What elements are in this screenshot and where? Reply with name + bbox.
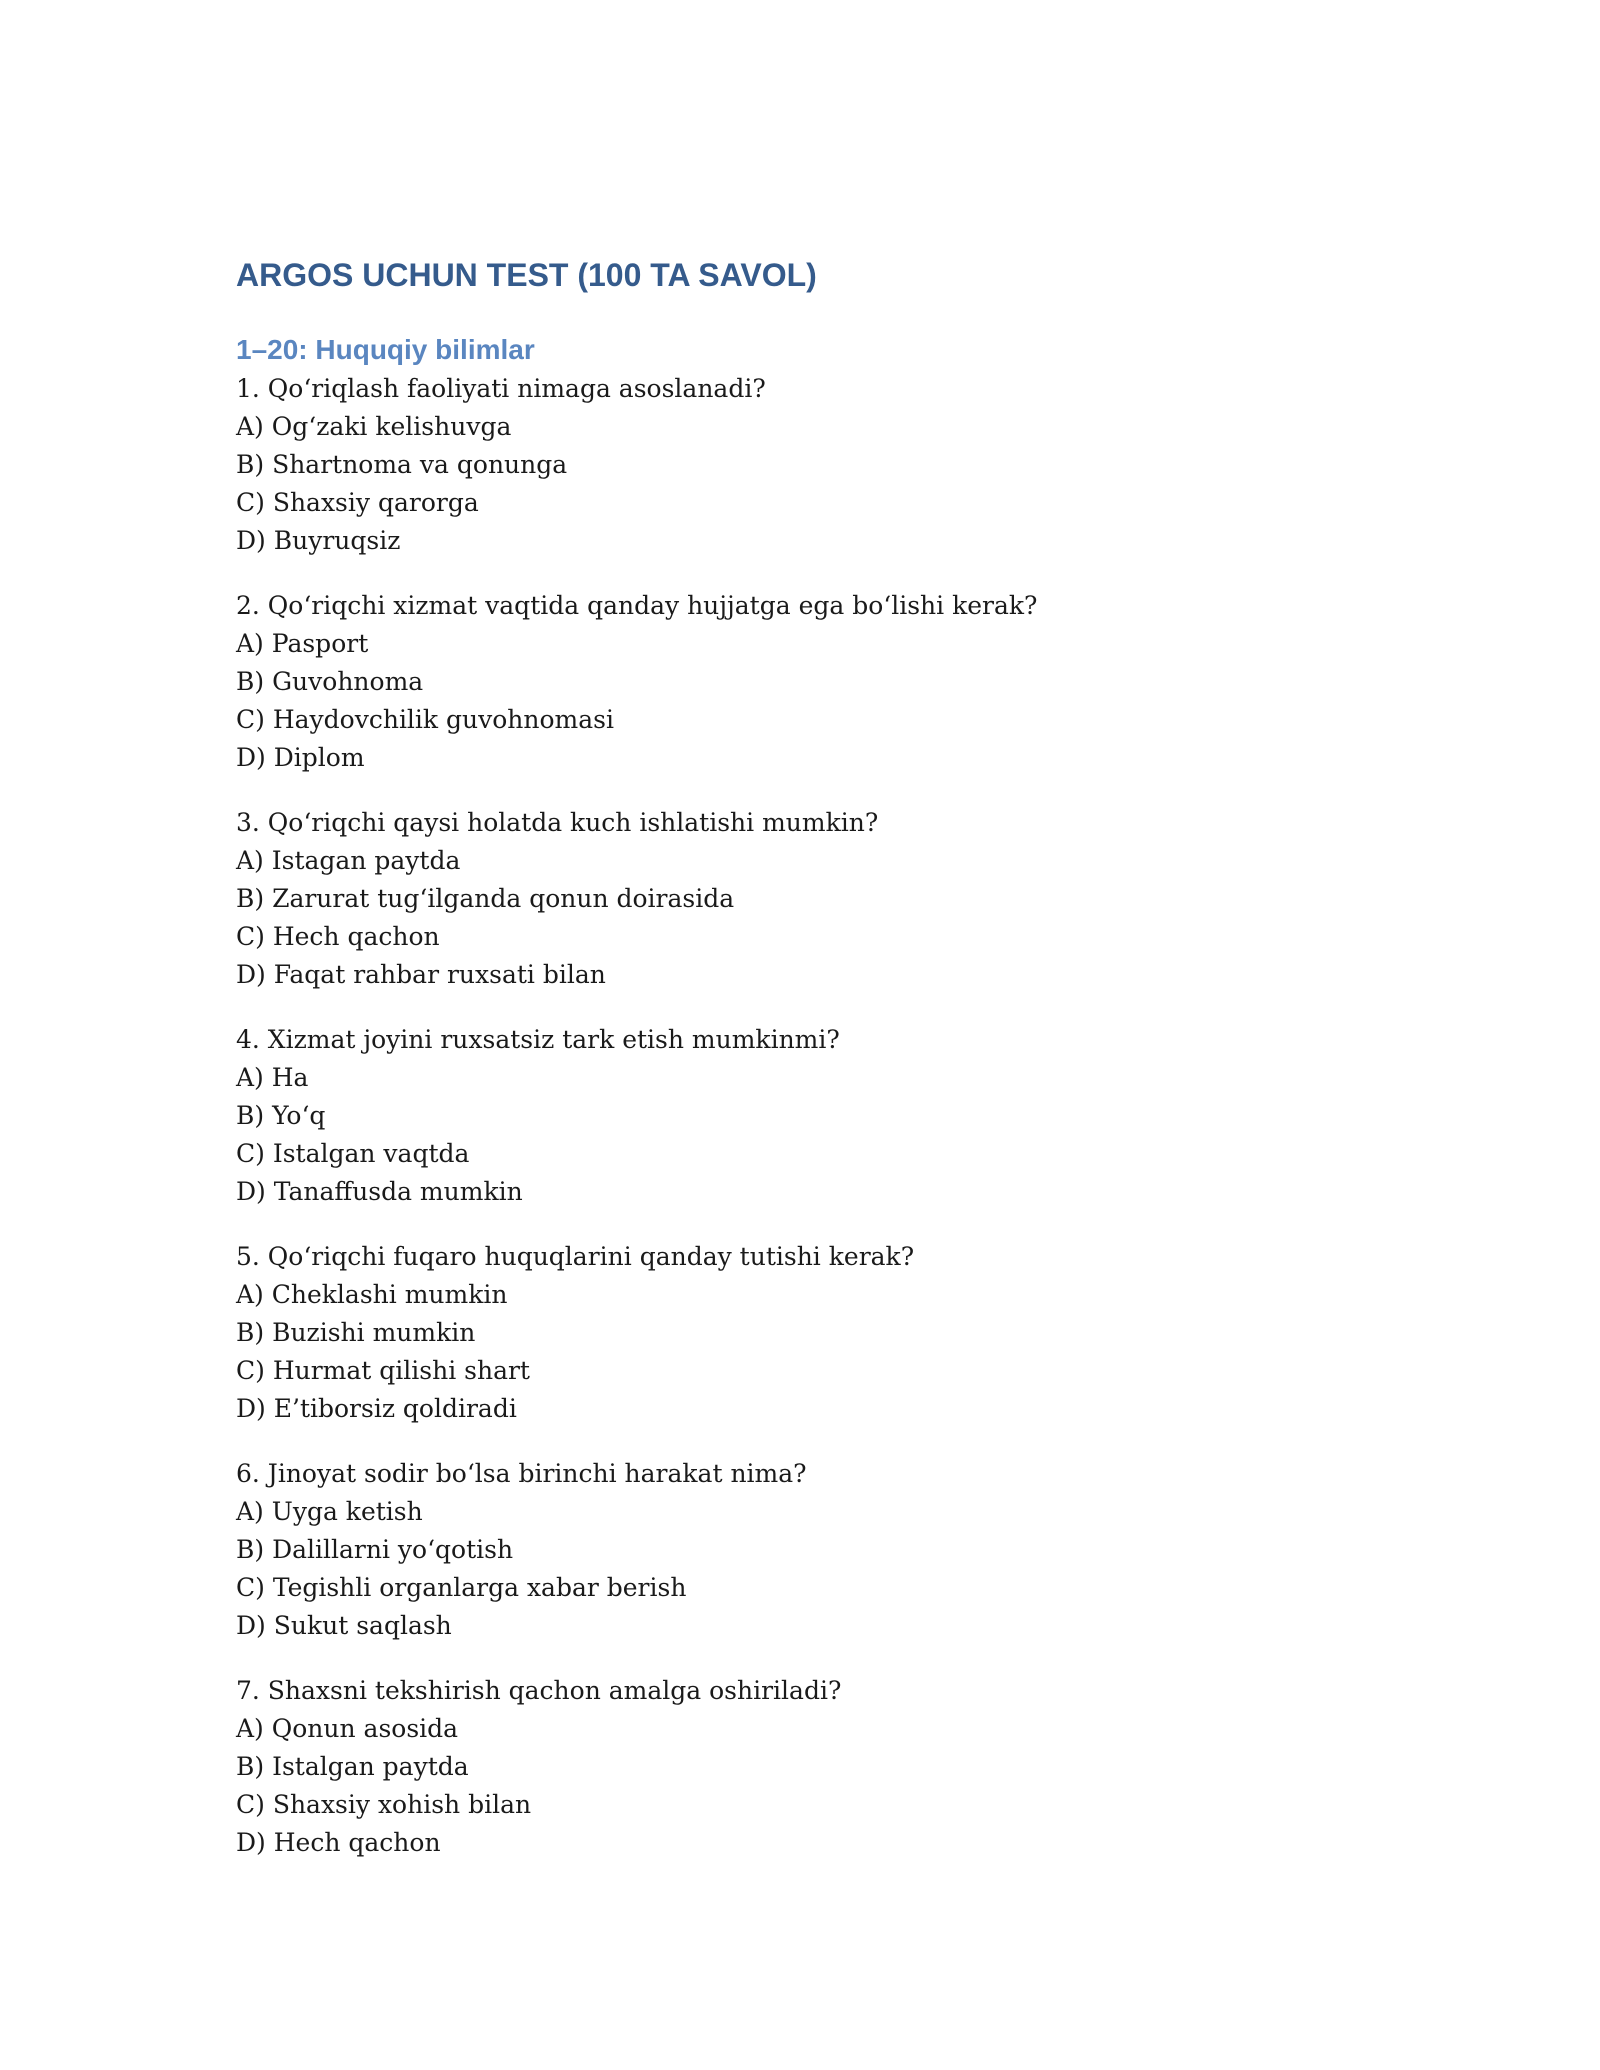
answer-option-d: D) Hech qachon	[236, 1828, 441, 1857]
answer-option-a: A) Uyga ketish	[236, 1497, 423, 1526]
answer-option-a: A) Ha	[236, 1063, 309, 1092]
answer-option-d: D) E’tiborsiz qoldiradi	[236, 1394, 517, 1423]
question-5	[236, 1238, 1376, 1428]
answer-option-c: C) Haydovchilik guvohnomasi	[236, 705, 614, 734]
answer-option-c: C) Shaxsiy qarorga	[236, 488, 479, 517]
answer-option-b: B) Dalillarni yo‘qotish	[236, 1535, 514, 1564]
answer-option-a: A) Og‘zaki kelishuvga	[236, 412, 512, 441]
answer-option-d: D) Diplom	[236, 743, 365, 772]
document-title: ARGOS UCHUN TEST (100 TA SAVOL)	[236, 257, 817, 293]
answer-option-c: C) Hurmat qilishi shart	[236, 1356, 530, 1385]
question-2	[236, 587, 1376, 777]
answer-option-c: C) Tegishli organlarga xabar berish	[236, 1573, 687, 1602]
question-list	[236, 370, 1376, 1862]
question-text: 7. Shaxsni tekshirish qachon amalga oshiriladi?	[236, 1676, 842, 1705]
answer-option-c: C) Istalgan vaqtda	[236, 1139, 470, 1168]
question-text: 1. Qo‘riqlash faoliyati nimaga asoslanadi?	[236, 374, 766, 403]
answer-option-c: C) Shaxsiy xohish bilan	[236, 1790, 532, 1819]
question-text: 6. Jinoyat sodir bo‘lsa birinchi harakat nima?	[236, 1459, 807, 1488]
question-7	[236, 1672, 1376, 1862]
question-text: 5. Qo‘riqchi fuqaro huquqlarini qanday tutishi kerak?	[236, 1242, 915, 1271]
document-content	[236, 254, 1376, 1862]
answer-option-d: D) Faqat rahbar ruxsati bilan	[236, 960, 606, 989]
question-6	[236, 1455, 1376, 1645]
answer-option-d: D) Sukut saqlash	[236, 1611, 452, 1640]
question-1	[236, 370, 1376, 560]
answer-option-b: B) Zarurat tug‘ilganda qonun doirasida	[236, 884, 735, 913]
answer-option-a: A) Cheklashi mumkin	[236, 1280, 508, 1309]
question-4	[236, 1021, 1376, 1211]
answer-option-d: D) Tanaffusda mumkin	[236, 1177, 523, 1206]
answer-option-c: C) Hech qachon	[236, 922, 440, 951]
answer-option-a: A) Istagan paytda	[236, 846, 461, 875]
answer-option-b: B) Buzishi mumkin	[236, 1318, 476, 1347]
answer-option-b: B) Istalgan paytda	[236, 1752, 469, 1781]
question-text: 4. Xizmat joyini ruxsatsiz tark etish mumkinmi?	[236, 1025, 840, 1054]
question-text: 3. Qo‘riqchi qaysi holatda kuch ishlatishi mumkin?	[236, 808, 879, 837]
answer-option-a: A) Qonun asosida	[236, 1714, 459, 1743]
answer-option-b: B) Shartnoma va qonunga	[236, 450, 568, 479]
answer-option-a: A) Pasport	[236, 629, 369, 658]
answer-option-b: B) Guvohnoma	[236, 667, 424, 696]
question-3	[236, 804, 1376, 994]
answer-option-b: B) Yo‘q	[236, 1101, 326, 1130]
section-heading: 1–20: Huquqiy bilimlar	[236, 334, 535, 365]
answer-option-d: D) Buyruqsiz	[236, 526, 401, 555]
question-text: 2. Qo‘riqchi xizmat vaqtida qanday hujjatga ega bo‘lishi kerak?	[236, 591, 1038, 620]
